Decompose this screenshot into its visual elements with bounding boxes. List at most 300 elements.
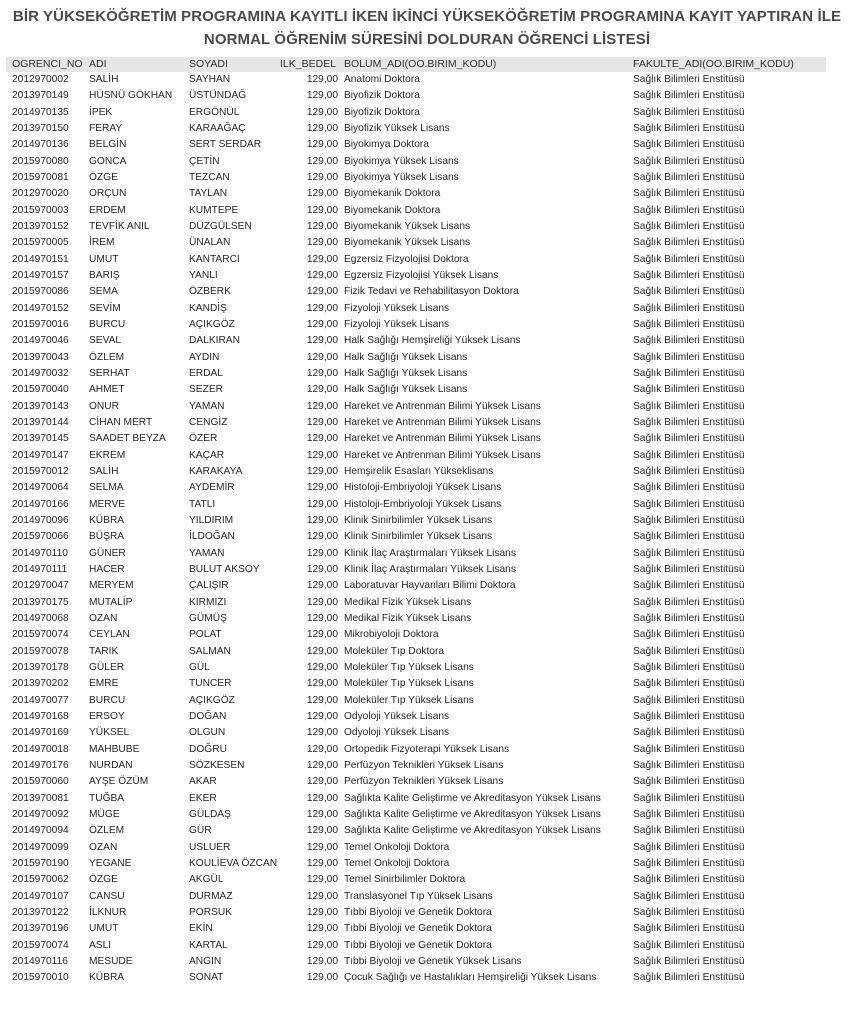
cell-ogrenci-no: 2014970032 bbox=[12, 367, 69, 379]
cell-adi: BÜŞRA bbox=[89, 531, 125, 543]
cell-adi: İREM bbox=[89, 237, 115, 249]
cell-soyadi: TUNCER bbox=[189, 678, 232, 690]
cell-fakulte: Sağlık Bilimleri Enstitüsü bbox=[633, 874, 745, 886]
table-row bbox=[0, 529, 854, 545]
table-row bbox=[0, 546, 854, 562]
cell-ogrenci-no: 2015970005 bbox=[12, 237, 69, 249]
cell-fakulte: Sağlık Bilimleri Enstitüsü bbox=[633, 318, 745, 330]
cell-fakulte: Sağlık Bilimleri Enstitüsü bbox=[633, 237, 745, 249]
cell-fakulte: Sağlık Bilimleri Enstitüsü bbox=[633, 482, 745, 494]
cell-ogrenci-no: 2014970176 bbox=[12, 759, 69, 771]
cell-adi: KÜBRA bbox=[89, 972, 125, 984]
cell-ogrenci-no: 2013970178 bbox=[12, 661, 69, 673]
cell-ilk-bedel: 129,00 bbox=[306, 351, 338, 363]
cell-ogrenci-no: 2014970110 bbox=[12, 547, 68, 559]
table-row bbox=[0, 88, 854, 104]
cell-fakulte: Sağlık Bilimleri Enstitüsü bbox=[633, 923, 745, 935]
cell-bolum: Fizyoloji Yüksek Lisans bbox=[344, 302, 450, 314]
table-row bbox=[0, 676, 854, 692]
cell-soyadi: SÖZKESEN bbox=[189, 759, 245, 771]
cell-ilk-bedel: 129,00 bbox=[306, 155, 338, 167]
cell-ogrenci-no: 2015970080 bbox=[12, 155, 69, 167]
cell-ogrenci-no: 2014970147 bbox=[12, 449, 69, 461]
table-row bbox=[0, 219, 854, 235]
cell-adi: BARIŞ bbox=[89, 270, 120, 281]
cell-adi: YÜKSEL bbox=[89, 727, 130, 739]
table-row bbox=[0, 284, 854, 300]
table-row bbox=[0, 382, 854, 398]
cell-ilk-bedel: 129,00 bbox=[306, 531, 338, 543]
cell-ogrenci-no: 2013970150 bbox=[12, 123, 69, 134]
cell-soyadi: ÇALIŞIR bbox=[189, 580, 229, 592]
cell-soyadi: SERT SERDAR bbox=[189, 139, 262, 151]
cell-fakulte: Sağlık Bilimleri Enstitüsü bbox=[633, 710, 745, 722]
cell-bolum: Medikal Fizik Yüksek Lisans bbox=[344, 596, 472, 608]
cell-fakulte: Sağlık Bilimleri Enstitüsü bbox=[633, 204, 745, 216]
header-ilk-bedel: ILK_BEDEL bbox=[280, 58, 337, 70]
header-ogrenci-no: OGRENCI_NO bbox=[12, 58, 83, 70]
cell-soyadi: SEZER bbox=[189, 384, 223, 396]
cell-soyadi: DURMAZ bbox=[189, 890, 233, 902]
cell-ogrenci-no: 2012970047 bbox=[12, 580, 69, 592]
cell-ogrenci-no: 2013970175 bbox=[12, 596, 69, 608]
cell-ogrenci-no: 2013970149 bbox=[12, 90, 69, 102]
cell-fakulte: Sağlık Bilimleri Enstitüsü bbox=[633, 906, 745, 918]
header-fakulte: FAKULTE_ADI(OO.BIRIM_KODU) bbox=[633, 58, 794, 70]
table-row bbox=[0, 725, 854, 741]
cell-bolum: Perfüzyon Teknikleri Yüksek Lisans bbox=[344, 759, 504, 771]
cell-adi: UMUT bbox=[89, 923, 119, 935]
cell-adi: CANSU bbox=[89, 890, 125, 902]
cell-ilk-bedel: 129,00 bbox=[306, 90, 338, 102]
cell-bolum: Halk Sağlığı Yüksek Lisans bbox=[344, 351, 468, 363]
cell-bolum: Moleküler Tıp Yüksek Lisans bbox=[344, 694, 474, 706]
cell-ilk-bedel: 129,00 bbox=[306, 955, 338, 967]
cell-adi: ASLI bbox=[89, 939, 112, 951]
cell-ogrenci-no: 2015970060 bbox=[12, 776, 69, 788]
cell-adi: İPEK bbox=[89, 106, 113, 118]
cell-adi: ORÇUN bbox=[89, 188, 127, 200]
cell-ogrenci-no: 2013970043 bbox=[12, 351, 69, 363]
cell-bolum: Biyofizik Doktora bbox=[344, 106, 420, 118]
cell-soyadi: YILDIRIM bbox=[189, 514, 234, 526]
header-adi: ADI bbox=[89, 58, 107, 70]
cell-adi: MAHBUBE bbox=[89, 743, 140, 755]
cell-fakulte: Sağlık Bilimleri Enstitüsü bbox=[633, 302, 745, 314]
cell-ilk-bedel: 129,00 bbox=[306, 335, 338, 347]
cell-soyadi: GÜR bbox=[189, 825, 212, 837]
cell-ilk-bedel: 129,00 bbox=[306, 727, 338, 739]
cell-ilk-bedel: 129,00 bbox=[306, 923, 338, 935]
cell-bolum: Egzersiz Fizyolojisi Yüksek Lisans bbox=[344, 270, 499, 281]
cell-fakulte: Sağlık Bilimleri Enstitüsü bbox=[633, 351, 745, 363]
cell-soyadi: CENGİZ bbox=[189, 416, 228, 428]
cell-fakulte: Sağlık Bilimleri Enstitüsü bbox=[633, 841, 745, 853]
table-row bbox=[0, 774, 854, 790]
cell-bolum: Hareket ve Antrenman Bilimi Yüksek Lisans bbox=[344, 416, 541, 428]
cell-fakulte: Sağlık Bilimleri Enstitüsü bbox=[633, 547, 745, 559]
cell-soyadi: ANGIN bbox=[189, 955, 222, 967]
cell-ogrenci-no: 2013970202 bbox=[12, 678, 69, 690]
table-row bbox=[0, 905, 854, 921]
table-row bbox=[0, 170, 854, 186]
cell-adi: BURCU bbox=[89, 694, 126, 706]
table-row bbox=[0, 889, 854, 905]
cell-ogrenci-no: 2014970116 bbox=[12, 955, 68, 967]
cell-soyadi: DOĞRU bbox=[189, 743, 227, 755]
cell-soyadi: OLGUN bbox=[189, 727, 226, 739]
cell-fakulte: Sağlık Bilimleri Enstitüsü bbox=[633, 939, 745, 951]
cell-ogrenci-no: 2015970010 bbox=[12, 972, 69, 984]
table-row bbox=[0, 840, 854, 856]
cell-fakulte: Sağlık Bilimleri Enstitüsü bbox=[633, 400, 745, 412]
table-row bbox=[0, 121, 854, 137]
cell-adi: MERYEM bbox=[89, 580, 134, 592]
cell-soyadi: ÖZER bbox=[189, 433, 218, 445]
table-row bbox=[0, 252, 854, 268]
cell-bolum: Halk Sağlığı Yüksek Lisans bbox=[344, 384, 468, 396]
cell-fakulte: Sağlık Bilimleri Enstitüsü bbox=[633, 955, 745, 967]
cell-bolum: Hemşirelik Esasları Yükseklisans bbox=[344, 465, 494, 477]
cell-ilk-bedel: 129,00 bbox=[306, 841, 338, 853]
cell-ilk-bedel: 129,00 bbox=[306, 367, 338, 379]
cell-adi: SERHAT bbox=[89, 367, 130, 379]
cell-soyadi: ÇETİN bbox=[189, 155, 220, 167]
cell-bolum: Hareket ve Antrenman Bilimi Yüksek Lisans bbox=[344, 449, 541, 461]
table-row bbox=[0, 611, 854, 627]
cell-ogrenci-no: 2015970190 bbox=[12, 857, 69, 869]
cell-ogrenci-no: 2015970086 bbox=[12, 286, 69, 298]
document-title-line-1: BİR YÜKSEKÖĞRETİM PROGRAMINA KAYITLI İKEN İKİNCİ YÜKSEKÖĞRETİM PROGRAMINA KAYIT YAPTIRAN İLE bbox=[12, 8, 842, 25]
table-row bbox=[0, 203, 854, 219]
cell-ilk-bedel: 129,00 bbox=[306, 792, 338, 804]
cell-ilk-bedel: 129,00 bbox=[306, 874, 338, 886]
cell-fakulte: Sağlık Bilimleri Enstitüsü bbox=[633, 661, 745, 673]
cell-ilk-bedel: 129,00 bbox=[306, 204, 338, 216]
cell-ilk-bedel: 129,00 bbox=[306, 302, 338, 314]
cell-bolum: Fizik Tedavi ve Rehabilitasyon Doktora bbox=[344, 286, 519, 298]
cell-bolum: Biyokimya Yüksek Lisans bbox=[344, 155, 459, 167]
cell-bolum: Halk Sağlığı Yüksek Lisans bbox=[344, 367, 468, 379]
cell-ogrenci-no: 2014970168 bbox=[12, 710, 69, 722]
cell-bolum: Sağlıkta Kalite Geliştirme ve Akreditasyon Yüksek Lisans bbox=[344, 825, 601, 837]
cell-ilk-bedel: 129,00 bbox=[306, 563, 338, 575]
cell-soyadi: KARAAĞAÇ bbox=[189, 123, 246, 134]
cell-ogrenci-no: 2013970081 bbox=[12, 792, 69, 804]
cell-ilk-bedel: 129,00 bbox=[306, 857, 338, 869]
cell-bolum: Ortopedik Fizyoterapi Yüksek Lisans bbox=[344, 743, 510, 755]
cell-soyadi: AÇIKGÖZ bbox=[189, 694, 235, 706]
cell-ogrenci-no: 2015970003 bbox=[12, 204, 69, 216]
cell-bolum: Perfüzyon Teknikleri Yüksek Lisans bbox=[344, 776, 504, 788]
cell-adi: OZAN bbox=[89, 612, 118, 624]
cell-ogrenci-no: 2013970143 bbox=[12, 400, 69, 412]
cell-soyadi: KIRMIZI bbox=[189, 596, 227, 608]
table-row bbox=[0, 693, 854, 709]
cell-bolum: Medikal Fizik Yüksek Lisans bbox=[344, 612, 472, 624]
cell-soyadi: USLUER bbox=[189, 841, 231, 853]
cell-ogrenci-no: 2014970046 bbox=[12, 335, 69, 347]
cell-fakulte: Sağlık Bilimleri Enstitüsü bbox=[633, 465, 745, 477]
cell-ogrenci-no: 2014970018 bbox=[12, 743, 69, 755]
cell-ilk-bedel: 129,00 bbox=[306, 433, 338, 445]
cell-ilk-bedel: 129,00 bbox=[306, 661, 338, 673]
cell-adi: HÜSNÜ GÖKHAN bbox=[89, 90, 173, 102]
cell-ogrenci-no: 2015970040 bbox=[12, 384, 69, 396]
cell-adi: SEVAL bbox=[89, 335, 122, 347]
cell-fakulte: Sağlık Bilimleri Enstitüsü bbox=[633, 612, 745, 624]
cell-bolum: Hareket ve Antrenman Bilimi Yüksek Lisans bbox=[344, 400, 541, 412]
cell-adi: TUĞBA bbox=[89, 792, 125, 804]
cell-soyadi: AÇIKGÖZ bbox=[189, 318, 235, 330]
cell-ogrenci-no: 2012970020 bbox=[12, 188, 69, 200]
cell-adi: NURDAN bbox=[89, 759, 133, 771]
cell-adi: TARIK bbox=[89, 645, 119, 657]
cell-adi: İLKNUR bbox=[89, 906, 127, 918]
cell-ogrenci-no: 2014970107 bbox=[12, 890, 69, 902]
cell-ilk-bedel: 129,00 bbox=[306, 498, 338, 510]
cell-ogrenci-no: 2015970074 bbox=[12, 939, 69, 951]
cell-ilk-bedel: 129,00 bbox=[306, 547, 338, 559]
cell-soyadi: KAÇAR bbox=[189, 449, 225, 461]
cell-adi: SEMA bbox=[89, 286, 118, 298]
cell-adi: GÜLER bbox=[89, 661, 125, 673]
cell-fakulte: Sağlık Bilimleri Enstitüsü bbox=[633, 253, 745, 265]
cell-ilk-bedel: 129,00 bbox=[306, 384, 338, 396]
cell-bolum: Mikrobiyoloji Doktora bbox=[344, 629, 439, 641]
cell-fakulte: Sağlık Bilimleri Enstitüsü bbox=[633, 221, 745, 232]
cell-ilk-bedel: 129,00 bbox=[306, 645, 338, 657]
cell-soyadi: YANLI bbox=[189, 270, 218, 281]
cell-fakulte: Sağlık Bilimleri Enstitüsü bbox=[633, 563, 745, 575]
cell-bolum: Biyomekanik Yüksek Lisans bbox=[344, 221, 471, 232]
cell-fakulte: Sağlık Bilimleri Enstitüsü bbox=[633, 74, 745, 85]
cell-ogrenci-no: 2014970092 bbox=[12, 808, 69, 820]
cell-ogrenci-no: 2013970144 bbox=[12, 416, 69, 428]
cell-fakulte: Sağlık Bilimleri Enstitüsü bbox=[633, 857, 745, 869]
table-row bbox=[0, 938, 854, 954]
table-row bbox=[0, 480, 854, 496]
cell-soyadi: SAYHAN bbox=[189, 74, 231, 85]
cell-bolum: Temel Sinirbilimler Doktora bbox=[344, 874, 466, 886]
cell-adi: BURCU bbox=[89, 318, 126, 330]
table-row bbox=[0, 399, 854, 415]
table-row bbox=[0, 72, 854, 88]
cell-adi: CEYLAN bbox=[89, 629, 130, 641]
cell-fakulte: Sağlık Bilimleri Enstitüsü bbox=[633, 270, 745, 281]
cell-ogrenci-no: 2014970068 bbox=[12, 612, 69, 624]
document-title-line-2: NORMAL ÖĞRENİM SÜRESİNİ DOLDURAN ÖĞRENCİ LİSTESİ bbox=[203, 31, 651, 48]
cell-soyadi: DÜZGÜLSEN bbox=[189, 221, 252, 232]
table-row bbox=[0, 317, 854, 333]
table-row bbox=[0, 709, 854, 725]
cell-fakulte: Sağlık Bilimleri Enstitüsü bbox=[633, 825, 745, 837]
cell-soyadi: İLDOĞAN bbox=[189, 531, 235, 543]
table-row bbox=[0, 578, 854, 594]
cell-bolum: Laboratuvar Hayvanları Bilimi Doktora bbox=[344, 580, 516, 592]
cell-ilk-bedel: 129,00 bbox=[306, 612, 338, 624]
cell-ilk-bedel: 129,00 bbox=[306, 906, 338, 918]
cell-adi: BELGİN bbox=[89, 139, 127, 151]
cell-soyadi: TEZCAN bbox=[189, 172, 230, 183]
table-row bbox=[0, 497, 854, 513]
cell-soyadi: PORSUK bbox=[189, 906, 233, 918]
cell-adi: ERSOY bbox=[89, 710, 125, 722]
cell-soyadi: GÜLDAŞ bbox=[189, 808, 231, 820]
cell-ogrenci-no: 2015970012 bbox=[12, 465, 69, 477]
cell-soyadi: AYDEMİR bbox=[189, 482, 235, 494]
cell-soyadi: ÜSTÜNDAĞ bbox=[189, 90, 247, 102]
table-row bbox=[0, 595, 854, 611]
cell-fakulte: Sağlık Bilimleri Enstitüsü bbox=[633, 286, 745, 298]
cell-adi: GONCA bbox=[89, 155, 127, 167]
cell-adi: ÖZGE bbox=[89, 172, 118, 183]
cell-adi: AHMET bbox=[89, 384, 125, 396]
cell-ilk-bedel: 129,00 bbox=[306, 221, 338, 232]
cell-bolum: Odyoloji Yüksek Lisans bbox=[344, 710, 450, 722]
cell-adi: MERVE bbox=[89, 498, 126, 510]
cell-ilk-bedel: 129,00 bbox=[306, 743, 338, 755]
cell-bolum: Moleküler Tıp Doktora bbox=[344, 645, 445, 657]
table-row bbox=[0, 350, 854, 366]
cell-soyadi: TATLI bbox=[189, 498, 216, 510]
header-bolum: BOLUM_ADI(OO.BIRIM_KODU) bbox=[344, 58, 497, 70]
table-row bbox=[0, 758, 854, 774]
cell-ilk-bedel: 129,00 bbox=[306, 253, 338, 265]
cell-adi: SALİH bbox=[89, 465, 119, 477]
cell-bolum: Biyomekanik Yüksek Lisans bbox=[344, 237, 471, 249]
table-header-row bbox=[0, 56, 854, 72]
cell-fakulte: Sağlık Bilimleri Enstitüsü bbox=[633, 531, 745, 543]
cell-adi: SELMA bbox=[89, 482, 124, 494]
cell-ilk-bedel: 129,00 bbox=[306, 172, 338, 183]
cell-fakulte: Sağlık Bilimleri Enstitüsü bbox=[633, 106, 745, 118]
cell-soyadi: GÜMÜŞ bbox=[189, 612, 227, 624]
cell-soyadi: YAMAN bbox=[189, 400, 225, 412]
cell-soyadi: ERDAL bbox=[189, 367, 223, 379]
cell-bolum: Moleküler Tıp Yüksek Lisans bbox=[344, 678, 474, 690]
cell-bolum: Halk Sağlığı Hemşireliği Yüksek Lisans bbox=[344, 335, 521, 347]
table-row bbox=[0, 742, 854, 758]
cell-ogrenci-no: 2013970122 bbox=[12, 906, 69, 918]
cell-adi: TEVFİK ANIL bbox=[89, 221, 150, 232]
cell-ilk-bedel: 129,00 bbox=[306, 286, 338, 298]
cell-fakulte: Sağlık Bilimleri Enstitüsü bbox=[633, 498, 745, 510]
cell-ogrenci-no: 2014970166 bbox=[12, 498, 69, 510]
cell-bolum: Biyofizik Yüksek Lisans bbox=[344, 123, 450, 134]
cell-soyadi: KUMTEPE bbox=[189, 204, 239, 216]
cell-soyadi: KOULİEVA ÖZCAN bbox=[189, 857, 278, 869]
cell-ilk-bedel: 129,00 bbox=[306, 629, 338, 641]
cell-adi: UMUT bbox=[89, 253, 119, 265]
cell-ogrenci-no: 2015970016 bbox=[12, 318, 69, 330]
cell-ilk-bedel: 129,00 bbox=[306, 759, 338, 771]
table-row bbox=[0, 823, 854, 839]
cell-soyadi: ÖZBERK bbox=[189, 286, 231, 298]
cell-ilk-bedel: 129,00 bbox=[306, 482, 338, 494]
cell-ogrenci-no: 2014970096 bbox=[12, 514, 69, 526]
cell-ogrenci-no: 2014970136 bbox=[12, 139, 69, 151]
cell-fakulte: Sağlık Bilimleri Enstitüsü bbox=[633, 792, 745, 804]
cell-ogrenci-no: 2014970157 bbox=[12, 270, 69, 281]
cell-adi: ÖZLEM bbox=[89, 825, 125, 837]
cell-ilk-bedel: 129,00 bbox=[306, 596, 338, 608]
cell-bolum: Sağlıkta Kalite Geliştirme ve Akreditasyon Yüksek Lisans bbox=[344, 808, 601, 820]
cell-fakulte: Sağlık Bilimleri Enstitüsü bbox=[633, 139, 745, 151]
cell-adi: SALİH bbox=[89, 74, 119, 85]
cell-fakulte: Sağlık Bilimleri Enstitüsü bbox=[633, 155, 745, 167]
cell-ogrenci-no: 2015970078 bbox=[12, 645, 69, 657]
cell-bolum: Klinik İlaç Araştırmaları Yüksek Lisans bbox=[344, 547, 516, 559]
cell-bolum: Egzersiz Fizyolojisi Doktora bbox=[344, 253, 469, 265]
cell-bolum: Odyoloji Yüksek Lisans bbox=[344, 727, 450, 739]
cell-bolum: Klinik Sinirbilimler Yüksek Lisans bbox=[344, 514, 493, 526]
cell-ogrenci-no: 2013970145 bbox=[12, 433, 69, 445]
cell-adi: ÖZGE bbox=[89, 874, 118, 886]
cell-bolum: Çocuk Sağlığı ve Hastalıkları Hemşireliği Yüksek Lisans bbox=[344, 972, 597, 984]
cell-ogrenci-no: 2012970002 bbox=[12, 74, 69, 85]
cell-soyadi: YAMAN bbox=[189, 547, 225, 559]
table-row bbox=[0, 921, 854, 937]
cell-ilk-bedel: 129,00 bbox=[306, 449, 338, 461]
cell-ilk-bedel: 129,00 bbox=[306, 580, 338, 592]
cell-adi: SEVİM bbox=[89, 302, 121, 314]
cell-ogrenci-no: 2014970151 bbox=[12, 253, 69, 265]
cell-soyadi: GÜL bbox=[189, 661, 210, 673]
cell-fakulte: Sağlık Bilimleri Enstitüsü bbox=[633, 972, 745, 984]
cell-ogrenci-no: 2013970152 bbox=[12, 221, 69, 232]
cell-adi: MUTALİP bbox=[89, 596, 133, 608]
table-row bbox=[0, 154, 854, 170]
cell-bolum: Tıbbi Biyoloji ve Genetik Doktora bbox=[344, 923, 492, 935]
table-row bbox=[0, 872, 854, 888]
cell-adi: YEGANE bbox=[89, 857, 132, 869]
cell-ilk-bedel: 129,00 bbox=[306, 139, 338, 151]
table-row bbox=[0, 333, 854, 349]
cell-bolum: Tıbbi Biyoloji ve Genetik Doktora bbox=[344, 906, 492, 918]
cell-ilk-bedel: 129,00 bbox=[306, 318, 338, 330]
cell-fakulte: Sağlık Bilimleri Enstitüsü bbox=[633, 759, 745, 771]
cell-ilk-bedel: 129,00 bbox=[306, 123, 338, 134]
cell-soyadi: EKİN bbox=[189, 923, 213, 935]
cell-bolum: Fizyoloji Yüksek Lisans bbox=[344, 318, 450, 330]
cell-fakulte: Sağlık Bilimleri Enstitüsü bbox=[633, 384, 745, 396]
cell-fakulte: Sağlık Bilimleri Enstitüsü bbox=[633, 776, 745, 788]
table-row bbox=[0, 301, 854, 317]
cell-bolum: Sağlıkta Kalite Geliştirme ve Akreditasyon Yüksek Lisans bbox=[344, 792, 601, 804]
cell-adi: EMRE bbox=[89, 678, 119, 690]
cell-soyadi: DOĞAN bbox=[189, 710, 227, 722]
cell-ilk-bedel: 129,00 bbox=[306, 776, 338, 788]
cell-adi: OZAN bbox=[89, 841, 118, 853]
cell-bolum: Biyomekanik Doktora bbox=[344, 188, 441, 200]
cell-ogrenci-no: 2015970066 bbox=[12, 531, 69, 543]
cell-fakulte: Sağlık Bilimleri Enstitüsü bbox=[633, 90, 745, 102]
cell-fakulte: Sağlık Bilimleri Enstitüsü bbox=[633, 416, 745, 428]
table-row bbox=[0, 791, 854, 807]
cell-fakulte: Sağlık Bilimleri Enstitüsü bbox=[633, 629, 745, 641]
cell-soyadi: AYDIN bbox=[189, 351, 220, 363]
table-row bbox=[0, 513, 854, 529]
cell-ogrenci-no: 2015970074 bbox=[12, 629, 69, 641]
cell-ilk-bedel: 129,00 bbox=[306, 825, 338, 837]
cell-adi: ERDEM bbox=[89, 204, 126, 216]
cell-ilk-bedel: 129,00 bbox=[306, 400, 338, 412]
cell-ilk-bedel: 129,00 bbox=[306, 939, 338, 951]
cell-fakulte: Sağlık Bilimleri Enstitüsü bbox=[633, 367, 745, 379]
cell-adi: MESUDE bbox=[89, 955, 133, 967]
cell-bolum: Tıbbi Biyoloji ve Genetik Doktora bbox=[344, 939, 492, 951]
